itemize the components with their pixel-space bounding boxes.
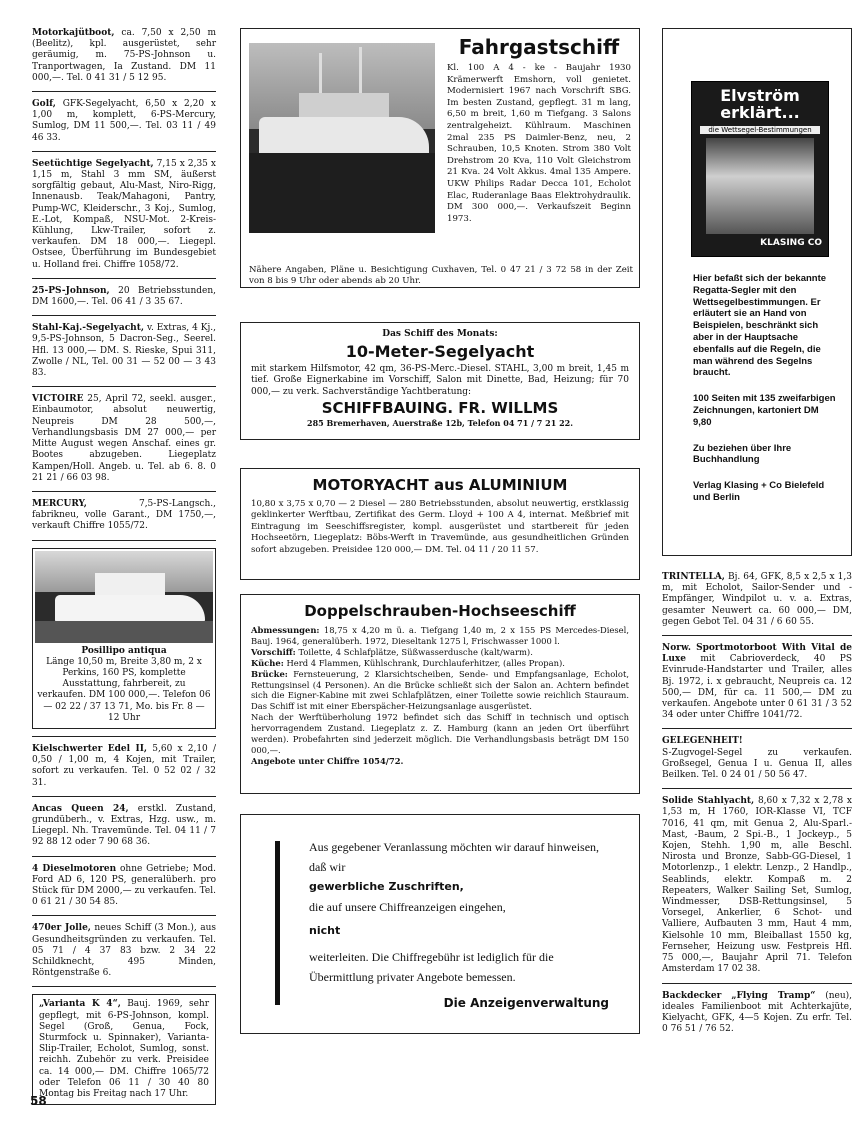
middle-column	[240, 28, 640, 1034]
ship-photo	[249, 43, 435, 233]
classified-ad: Kielschwerter Edel II, 5,60 x 2,10 / 0,50 / 1,00 m, 4 Kojen, mit Trailer, sofort zu verkaufen. Tel. 0 52 02 / 32 31.	[32, 743, 216, 788]
notice-bar	[275, 841, 280, 1005]
classified-ad: Stahl-Kaj.-Segelyacht, v. Extras, 4 Kj., 9,5-PS-Johnson, 5 Dacron-Seg., Seerel. Hfl. 13 000,— DM. S. Rieske, Spui 311, Zwolle / NL, Tel. 00 31 — 52 00 — 3 43 83.	[32, 323, 216, 379]
book-ad	[662, 28, 852, 556]
book-publisher: Verlag Klasing + Co Bielefeld und Berlin	[693, 480, 825, 503]
left-column	[32, 28, 216, 1105]
motoryacht-heading: MOTORYACHT aus ALUMINIUM	[312, 476, 568, 494]
book-cover: Elvström erklärt... die Wettsegel-Bestimmungen KLASING CO	[691, 81, 829, 257]
monat-company: SCHIFFBAUING. FR. WILLMS	[321, 398, 559, 417]
classified-ad: 4 Dieselmotoren ohne Getriebe; Mod. Ford AD 6, 120 PS, generalüberh. pro Stück für DM 2000,— zu verkaufen. Tel. 0 61 21 / 30 54 85.	[32, 863, 216, 908]
motorboat-photo	[35, 551, 213, 643]
fahrgastschiff-heading: Fahrgastschiff	[458, 35, 620, 59]
right-column	[662, 28, 852, 1035]
fahrgastschiff-ad	[240, 28, 640, 288]
notice-line-2: gewerbliche Zuschriften,	[309, 880, 464, 893]
classified-ad: TRINTELLA, Bj. 64, GFK, 8,5 x 2,5 x 1,3 m, mit Echolot, Sailor-Sender und -Empfänger, Windpilot u. v. a. Extras, gesamter Neuwert ca. 60 000,— DM, gegen Gebot Tel. 04 31 / 6 60 55.	[662, 572, 852, 627]
doppel-heading: Doppelschrauben-Hochseeschiff	[304, 602, 576, 620]
motoryacht-body: 10,80 x 3,75 x 0,70 — 2 Diesel — 280 Betriebsstunden, absolut neuwertig, erstklassig geklinkerter Werftbau, Zertifikat des Germ. Lloyd + 100 A 4, internat. Meßbrief mit Eintragung im Seeschiffsregister, kompl. ausgerüstet und startbereit für jeden Hochseetörn, Liegeplatz: Böbs-Werft in Travemünde, aus gesundheitlichen Gründen sofort abzugeben. Preisidee 120 000,— DM. Tel. 04 11 / 20 11 57.	[251, 499, 629, 555]
classified-ad: Solide Stahlyacht, 8,60 x 7,32 x 2,78 x 1,53 m, H 1760, IOR-Klasse VI, TCF 7016, 41 qm, mit Genua 2, Alu-Sparl.-Mast, -Baum, 2 Spi.-B., 1 Jockeyp., 5 Kojen, Stehh. 1,90 m, alle Beschl. Nirosta und Bronze, Sabb-GG-Diesel, 1 Motorlenzp., 1 elektr. Lenzp., 2 Handlp., Seablinds, elektr. Kompaß m. 2 Repeaters, Walker Sailing Set, Sumlog, Windmesser, DSB-Rettungsinsel, 5 Vorsegel, Ankerlier, 6 Schot- und Valliere, Aufbauten 3 mm, Haut 4 mm, Kielsohle 10 mm, Bleiballast 1550 kg, Fernseher, Heizung usw. Festpreis Hfl. 75 000,—, Baujahr April 71. Telefon Amsterdam 17 02 38.	[662, 796, 852, 975]
posillipo-ad	[32, 548, 216, 729]
schiff-des-monats-ad	[240, 322, 640, 440]
notice-line-1: Aus gegebener Veranlassung möchten wir darauf hinweisen, daß wir	[309, 840, 600, 874]
classified-ad: 25-PS-Johnson, 20 Betriebsstunden, DM 1600,—. Tel. 06 41 / 3 35 67.	[32, 285, 216, 308]
posillipo-title: Posillipo antiqua	[81, 645, 167, 656]
monat-body: mit starkem Hilfsmotor, 42 qm, 36-PS-Merc.-Diesel. STAHL, 3,00 m breit, 1,45 m tief. Große Eignerkabine im Vorschiff, Salon mit Dinette, Bad, Heizung; für 70 000,— zu verk. Sachverständige Yachtberatung:	[251, 364, 629, 397]
classified-ad: MERCURY, 7,5-PS-Langsch., fabrikneu, volle Garant., DM 1750,—, verkauft Chiffre 1055/72.	[32, 498, 216, 532]
fahrgastschiff-body: Kl. 100 A 4 - ke - Baujahr 1930 Krämerwerft Emshorn, voll genietet. Modernisiert 1967 nach Vorschrift SBG. Im besten Zustand, gepflegt. 31 m lang, 6,50 m breit, 1,60 m Tiefgang. 3 Salons zentralgeheizt. Kühlraum. Maschinen 2mal 235 PS Daimler-Benz, neu, 2 Schrauben, 10,5 Knoten. Strom 380 Volt Drehstrom 20 Kva, 110 Volt Gleichstrom 21 Kva. 24 Volt Akkus. 4mal 135 Ampere. UKW Philips Radar Decca 101, Echolot Elac, Ruderanlage Baas Elektrohydraulik. DM 300 000,—. Verkaufszeit Beginn 1973.	[447, 63, 631, 224]
classified-ad: Backdecker „Flying Tramp“ (neu), ideales Familienboot mit Achterkajüte, Kielyacht, GFK, 4—5 Kojen. Zu erfr. Tel. 0 76 51 / 76 52.	[662, 990, 852, 1035]
doppelschrauben-ad	[240, 594, 640, 794]
sailor-photo	[706, 138, 814, 234]
classified-ad: VICTOIRE 25, April 72, seekl. ausger., Einbaumotor, absolut neuwertig, Neupreis DM 28 500,—, Verhandlungsbasis DM 27 000,— per Mitte August wegen Anschaf. eines gr. Bootes abzugeben. Liegeplatz Kampen/Holl. Angeb. u. Tel. ab 6. 8. 0 21 21 / 66 03 98.	[32, 394, 216, 483]
notice-signature: Die Anzeigenverwaltung	[443, 996, 609, 1010]
notice-line-3: die auf unsere Chiffreanzeigen eingehen,	[309, 900, 506, 914]
varianta-ad: „Varianta K 4“, Bauj. 1969, sehr gepflegt, mit 6-PS-Johnson, kompl. Segel (Groß, Genua, Fock, Sturmfock u. Spinnaker), Varianta-Slip-Trailer, Echolot, Sumlog, sonst. reichh. Zubehör zu verk. Preisidee ca. 14 000,— DM. Chiffre 1065/72 oder Telefon 06 11 / 30 40 80 Montag bis Freitag nach 17 Uhr.	[32, 994, 216, 1105]
page-number: 58	[30, 1094, 47, 1108]
fahrgastschiff-footer: Nähere Angaben, Pläne u. Besichtigung Cuxhaven, Tel. 0 47 21 / 3 72 58 in der Zeit von 8 bis 9 Uhr oder abends ab 20 Uhr.	[249, 265, 633, 286]
classified-ad: 470er Jolle, neues Schiff (3 Mon.), aus Gesundheitsgründen zu verkaufen. Tel. 05 71 / 4 37 83 bzw. 2 34 22 Schildknecht, 495 Minden, Röntgenstraße 6.	[32, 923, 216, 979]
doppel-body: Abmessungen: 18,75 x 4,20 m ü. a. Tiefgang 1,40 m, 2 x 155 PS Mercedes-Diesel, Bauj. 1964, generalüberh. 1972, Dieseltank 1275 l, Frischwasser 1000 l. Vorschiff: Toilette, 4 Schlafplätze, Süßwasserdusche (kalt/warm). Küche: Herd 4 Flammen, Kühlschrank, Durchlauferhitzer, (alles Propan). Brücke: Fernsteuerung, 2 Klarsichtscheiben, Sende- und Empfangsanlage, Echolot, Rettungsinsel (4 Personen). An die Brücke schließt sich der Salon an. Achtern befindet sich die Eigner-Kabine mit zwei Schlafplätzen, einer Toilette sowie reichlich Stauraum. Das Schiff ist mit einer Eberspächer-Heizungsanlage ausgerüstet. Nach der Werftüberholung 1972 befindet sich das Schiff in technisch und optisch hervorragendem Zustand. Liegeplatz z. Z. Hamburg (kann an jeden Ort überführt werden). Probefahrten sind jederzeit möglich. Die Verhandlungsbasis beträgt DM 150 000,—. Angebote unter Chiffre 1054/72.	[251, 625, 629, 766]
monat-heading: 10-Meter-Segelyacht	[345, 342, 535, 362]
notice-line-4: nicht	[309, 924, 341, 937]
book-availability: Zu beziehen über Ihre Buchhandlung	[693, 442, 792, 466]
classified-ad: Norw. Sportmotorboot With Vital de Luxe mit Cabrioverdeck, 40 PS Evinrude-Handstarter und Trailer, alles Bj. 1972, i. x gebraucht, Neupreis ca. 12 500,— DM, für ca. 11 500,— DM zu verkaufen. Angebote unter 0 61 31 / 3 52 34 oder unter Chiffre 1041/72.	[662, 643, 852, 721]
book-details: 100 Seiten mit 135 zweifarbigen Zeichnungen, kartoniert DM 9,80	[693, 393, 836, 428]
posillipo-body: Länge 10,50 m, Breite 3,80 m, 2 x Perkins, 160 PS, komplette Ausstattung, fahrbereit, zu verkaufen. DM 100 000,—. Telefon 06 — 02 22 / 37 13 71, Mo. bis Fr. 8 — 12 Uhr	[37, 656, 211, 723]
classified-ad: Golf, GFK-Segelyacht, 6,50 x 2,20 x 1,00 m, komplett, 6-PS-Mercury, Sumlog, DM 11 500,—. Tel. 03 11 / 49 46 33.	[32, 99, 216, 143]
notice-line-5: weiterleiten. Die Chiffregebühr ist lediglich für die Übermittlung privater Angebote bemessen.	[309, 950, 554, 984]
classified-ad: Motorkajütboot, ca. 7,50 x 2,50 m (Beelitz), kpl. ausgerüstet, sehr geräumig, m. 75-PS-Johnson u. Tranportwagen, Ia Zustand. DM 11 000,—. Tel. 0 41 31 / 5 12 95.	[32, 28, 216, 83]
classified-ad: Ancas Queen 24, erstkl. Zustand, grundüberh., v. Extras, Hzg. usw., m. Liegepl. Nh. Travemünde. Tel. 04 11 / 7 92 88 12 oder 7 90 68 36.	[32, 803, 216, 848]
book-description: Hier befaßt sich der bekannte Regatta-Segler mit den Wettsegelbestimmungen. Er erläutert sie an Hand von Beispielen, beschränkt sich aber in der Hauptsache ebenfalls auf die Regeln, die man während des Segelns braucht.	[693, 273, 827, 379]
motoryacht-ad	[240, 468, 640, 580]
monat-kicker: Das Schiff des Monats:	[382, 329, 498, 339]
classified-ad: Seetüchtige Segelyacht, 7,15 x 2,35 x 1,15 m, Stahl 3 mm SM, äußerst sorgfältig gebaut, Alu-Mast, Niro-Rigg, Innenausb. Teak/Mahagoni, Pantry, Pump-WC, Kleiderschr., 3 Koj., Sumlog, E.-Lot, Kompaß, NSU-Mot. 2-Kreis-Kühlung, Lkw-Trailer, sofort z. verkaufen. DM 18 000,—. Liegepl. Ostsee, Überführung im Bundesgebiet u. Holland frei. Chiffre 1058/72.	[32, 158, 216, 270]
classified-ad: GELEGENHEIT! S-Zugvogel-Segel zu verkaufen. Großsegel, Genua I u. Genua II, alles Beilken. Tel. 0 24 01 / 50 56 47.	[662, 736, 852, 781]
monat-address: 285 Bremerhaven, Auerstraße 12b, Telefon 04 71 / 7 21 22.	[307, 417, 573, 428]
notice-box	[240, 814, 640, 1034]
